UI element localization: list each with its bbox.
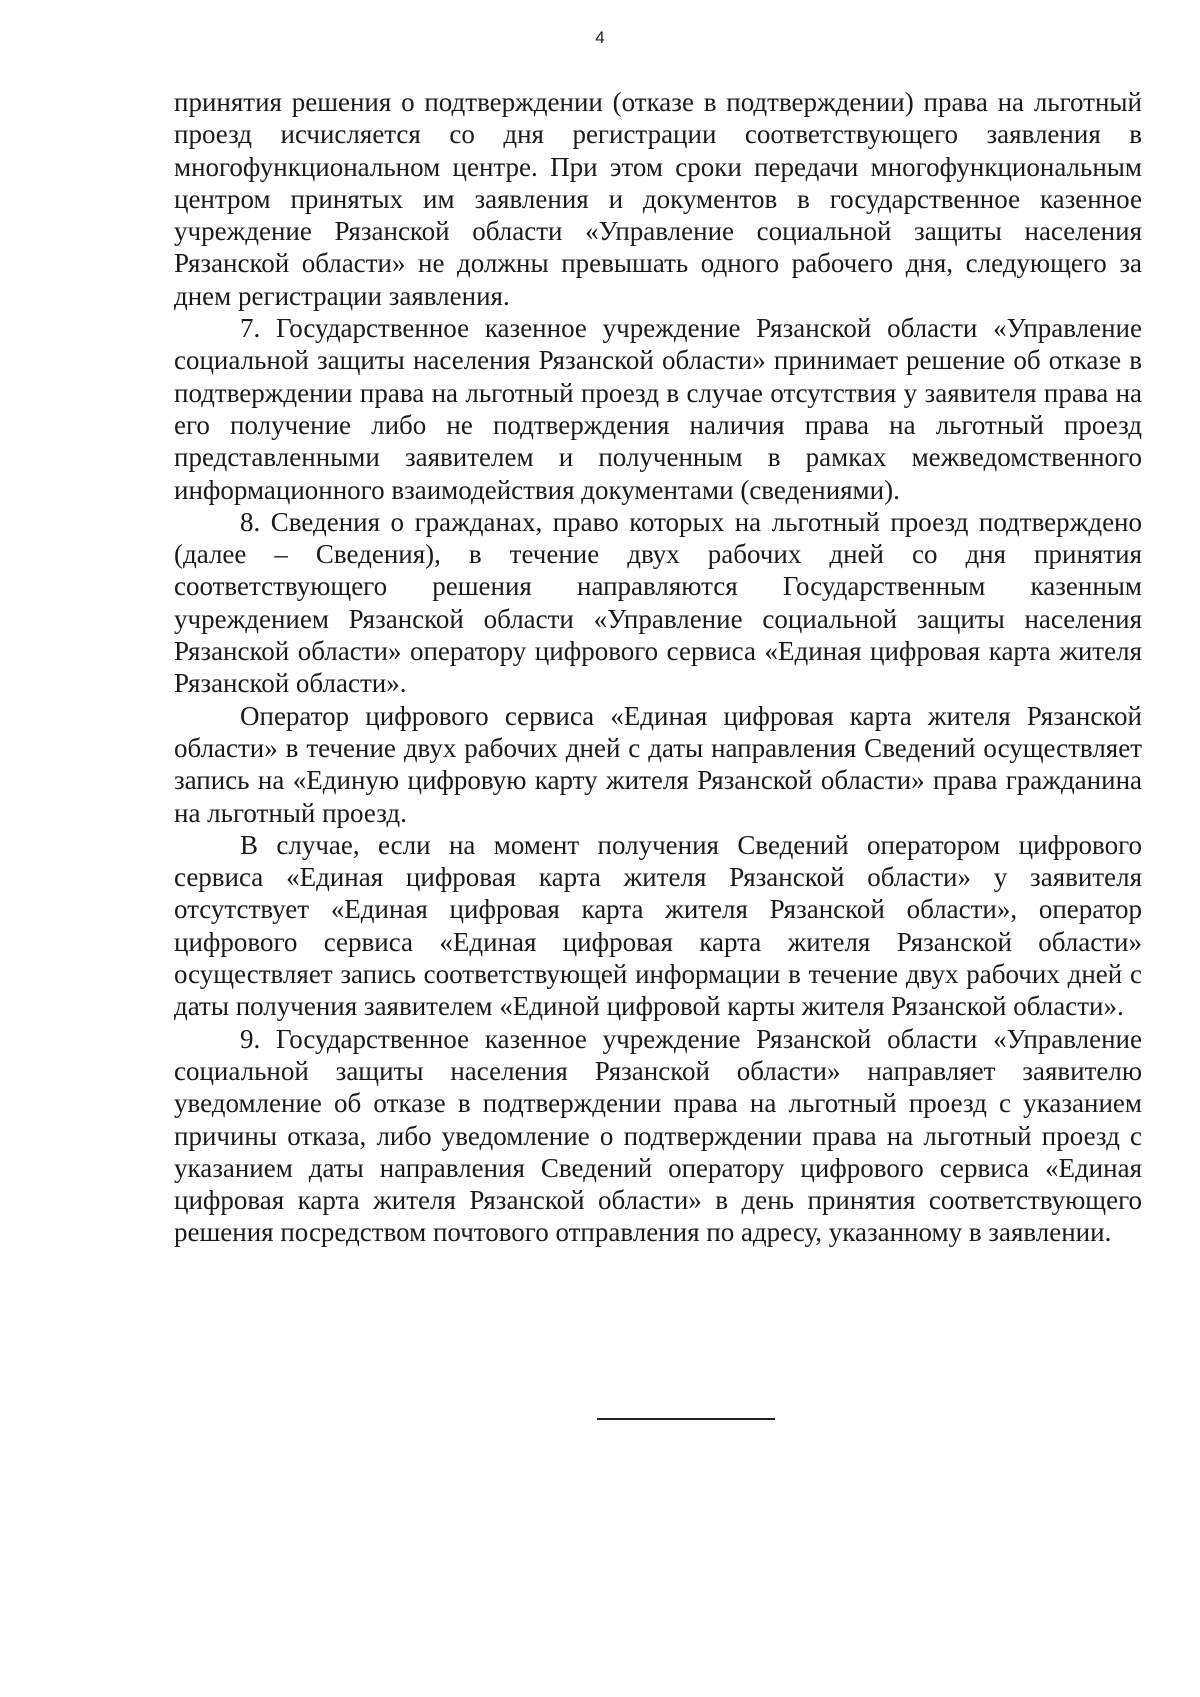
paragraph-no-card-case: В случае, если на момент получения Сведений оператором цифрового сервиса «Единая цифровая карта жителя Рязанской области» у заявителя отсутствует «Единая цифровая карта жителя Рязанской области», оператор цифрового сервиса «Единая цифровая карта жителя Рязанской области» осуществляет запись соответствующей информации в течение двух рабочих дней с даты получения заявителем «Единой цифровой карты жителя Рязанской области».: [174, 829, 1142, 1022]
paragraph-continuation: принятия решения о подтверждении (отказе в подтверждении) права на льготный проезд исчисляется со дня регистрации соответствующего заявления в многофункциональном центре. При этом сроки передачи многофункциональным центром принятых им заявления и документов в государственное казенное учреждение Рязанской области «Управление социальной защиты населения Рязанской области» не должны превышать одного рабочего дня, следующего за днем регистрации заявления.: [174, 87, 1142, 311]
page-number: 4: [595, 28, 605, 47]
document-body: [174, 86, 1142, 1249]
paragraph-item-8: 8. Сведения о гражданах, право которых на льготный проезд подтверждено (далее – Сведения), в течение двух рабочих дней со дня принятия соответствующего решения направляются Государственным казенным учреждением Рязанской области «Управление социальной защиты населения Рязанской области» оператору цифрового сервиса «Единая цифровая карта жителя Рязанской области».: [174, 506, 1142, 699]
paragraph-item-9: 9. Государственное казенное учреждение Рязанской области «Управление социальной защиты населения Рязанской области» направляет заявителю уведомление об отказе в подтверждении права на льготный проезд с указанием причины отказа, либо уведомление о подтверждении права на льготный проезд с указанием даты направления Сведений оператору цифрового сервиса «Единая цифровая карта жителя Рязанской области» в день принятия соответствующего решения посредством почтового отправления по адресу, указанному в заявлении.: [174, 1023, 1142, 1248]
end-of-text-rule: [597, 1418, 775, 1420]
paragraph-operator-record: Оператор цифрового сервиса «Единая цифровая карта жителя Рязанской области» в течение двух рабочих дней с даты направления Сведений осуществляет запись на «Единую цифровую карту жителя Рязанской области» права гражданина на льготный проезд.: [174, 700, 1142, 828]
paragraph-item-7: 7. Государственное казенное учреждение Рязанской области «Управление социальной защиты населения Рязанской области» принимает решение об отказе в подтверждении права на льготный проезд в случае отсутствия у заявителя права на его получение либо не подтверждения наличия права на льготный проезд представленными заявителем и полученным в рамках межведомственного информационного взаимодействия документами (сведениями).: [174, 313, 1142, 505]
